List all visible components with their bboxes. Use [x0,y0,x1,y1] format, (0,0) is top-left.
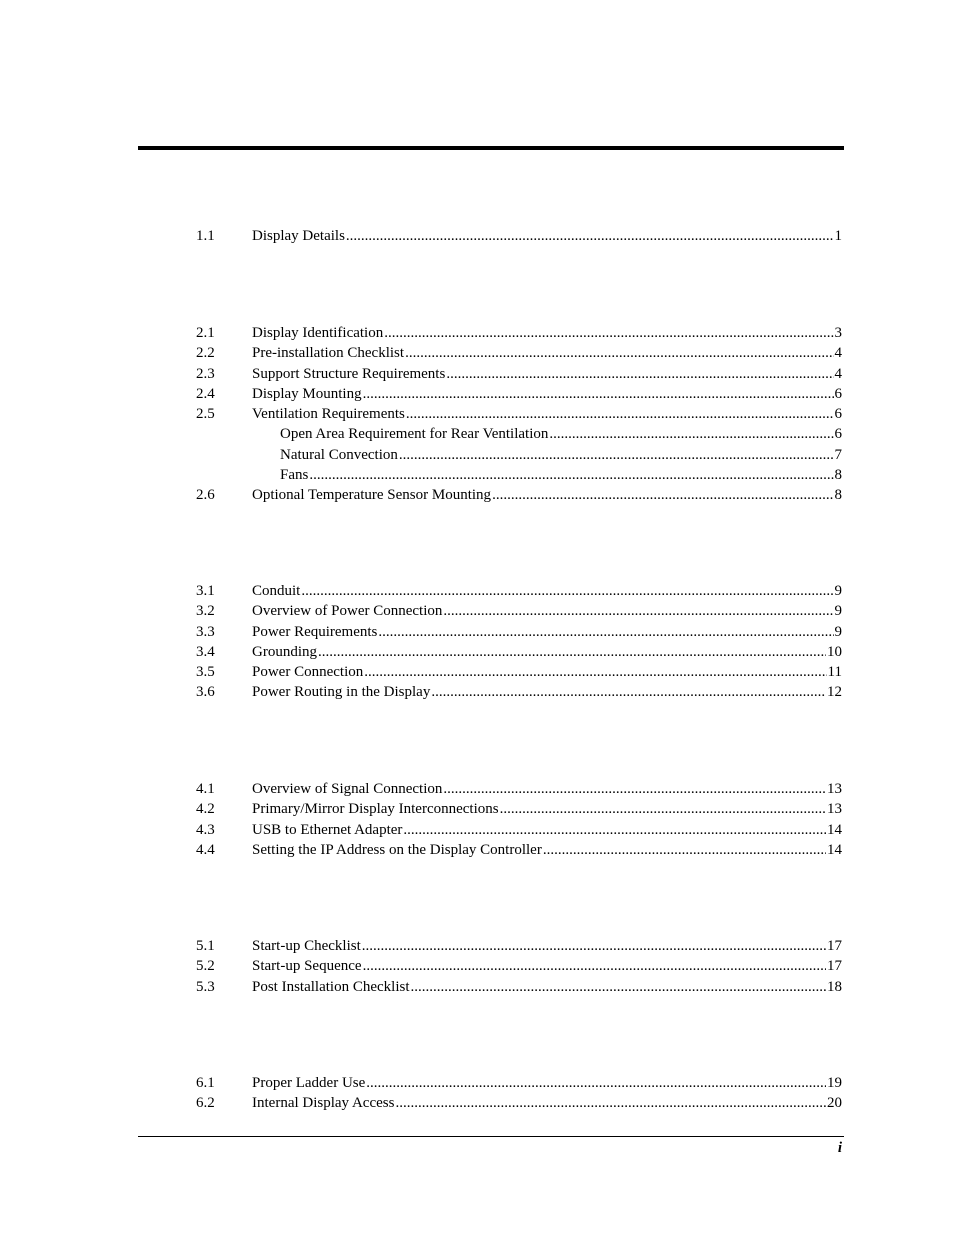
toc-entry[interactable] [196,364,842,384]
toc-entry[interactable] [196,226,842,246]
toc-entry[interactable] [196,485,842,505]
entry-number: 3.6 [196,684,215,701]
toc-entry[interactable] [196,662,842,682]
toc-entry[interactable] [196,682,842,702]
dot-leader [399,445,834,465]
dot-leader [309,465,833,485]
dot-leader [366,1073,826,1093]
entry-page-number: 14 [827,821,842,838]
toc-section [196,323,842,506]
toc-subentry[interactable] [196,424,842,444]
entry-number: 3.4 [196,643,215,660]
entry-number: 3.1 [196,583,215,599]
entry-page-number: 7 [834,446,842,463]
toc-entry[interactable] [196,1093,842,1113]
entry-number: 2.2 [196,345,215,362]
dot-leader [446,364,833,384]
toc-subentry[interactable] [196,445,842,465]
dot-leader [443,779,826,799]
entry-page-number: 11 [827,664,842,681]
dot-leader [543,840,826,860]
dot-leader [364,662,826,682]
entry-page-number: 4 [834,345,842,362]
entry-page-number: 19 [827,1075,842,1091]
entry-number: 3.5 [196,664,215,681]
entry-title: Display Details [252,228,345,244]
entry-page-number: 12 [827,684,842,701]
dot-leader [443,601,833,621]
toc-section [196,226,842,246]
toc-entry[interactable] [196,601,842,621]
entry-title: Support Structure Requirements [252,365,446,382]
entry-number: 4.4 [196,841,215,858]
entry-title: Overview of Power Connection [252,603,443,620]
entry-page-number: 1 [834,228,842,244]
entry-page-number: 4 [834,365,842,382]
entry-page-number: 14 [827,841,842,858]
dot-leader [363,384,834,404]
entry-title: Fans [280,467,309,484]
entry-page-number: 6 [834,385,842,402]
entry-number: 1.1 [196,228,215,244]
entry-number: 2.6 [196,487,215,504]
toc-entry[interactable] [196,404,842,424]
toc-entry[interactable] [196,581,842,601]
entry-number: 5.2 [196,958,215,975]
toc-entry[interactable] [196,323,842,343]
toc-entry[interactable] [196,1073,842,1093]
toc-entry[interactable] [196,642,842,662]
dot-leader [362,936,826,956]
entry-page-number: 13 [827,801,842,818]
entry-title: Open Area Requirement for Rear Ventilation [280,426,549,443]
entry-title: Conduit [252,583,301,599]
entry-page-number: 17 [827,958,842,975]
toc-subentry[interactable] [196,465,842,485]
toc-section [196,1073,842,1114]
entry-number: 2.4 [196,385,215,402]
dot-leader [346,226,834,246]
entry-title: Power Routing in the Display [252,684,431,701]
entry-title: Display Identification [252,325,384,341]
entry-title: USB to Ethernet Adapter [252,821,403,838]
toc-entry[interactable] [196,343,842,363]
dot-leader [549,424,833,444]
entry-number: 6.2 [196,1095,215,1112]
entry-title: Pre-installation Checklist [252,345,405,362]
dot-leader [378,622,833,642]
entry-page-number: 9 [834,583,842,599]
entry-page-number: 3 [834,325,842,341]
toc-entry[interactable] [196,936,842,956]
entry-title: Proper Ladder Use [252,1075,366,1091]
entry-title: Post Installation Checklist [252,978,410,995]
entry-number: 2.1 [196,325,215,341]
entry-page-number: 6 [834,406,842,423]
dot-leader [411,977,827,997]
entry-number: 2.5 [196,406,215,423]
dot-leader [403,820,826,840]
footer-rule [138,1136,844,1137]
entry-page-number: 10 [827,643,842,660]
toc-entry[interactable] [196,820,842,840]
toc-entry[interactable] [196,779,842,799]
entry-title: Display Mounting [252,385,362,402]
toc-entry[interactable] [196,384,842,404]
dot-leader [431,682,826,702]
toc-section [196,936,842,997]
entry-title: Overview of Signal Connection [252,781,443,797]
entry-number: 3.3 [196,623,215,640]
entry-page-number: 6 [834,426,842,443]
entry-page-number: 8 [834,487,842,504]
entry-title: Ventilation Requirements [252,406,405,423]
entry-number: 6.1 [196,1075,215,1091]
entry-number: 3.2 [196,603,215,620]
dot-leader [301,581,833,601]
entry-number: 5.1 [196,938,215,954]
dot-leader [363,956,826,976]
entry-title: Internal Display Access [252,1095,395,1112]
top-rule [138,146,844,150]
entry-page-number: 8 [834,467,842,484]
entry-title: Optional Temperature Sensor Mounting [252,487,492,504]
entry-page-number: 9 [834,603,842,620]
entry-title: Setting the IP Address on the Display Controller [252,841,542,858]
toc-section [196,581,842,703]
entry-page-number: 20 [827,1095,842,1112]
entry-page-number: 9 [834,623,842,640]
entry-title: Natural Convection [280,446,398,463]
entry-title: Power Connection [252,664,364,681]
entry-page-number: 17 [827,938,842,954]
entry-title: Power Requirements [252,623,378,640]
page-number: i [837,1140,842,1156]
toc-section [196,779,842,860]
dot-leader [395,1093,826,1113]
dot-leader [500,799,826,819]
toc-entry[interactable] [196,977,842,997]
entry-page-number: 13 [827,781,842,797]
dot-leader [318,642,826,662]
toc-entry[interactable] [196,622,842,642]
entry-number: 4.2 [196,801,215,818]
entry-title: Start-up Checklist [252,938,361,954]
entry-number: 2.3 [196,365,215,382]
dot-leader [492,485,833,505]
dot-leader [406,404,834,424]
entry-number: 4.3 [196,821,215,838]
dot-leader [384,323,833,343]
entry-number: 4.1 [196,781,215,797]
entry-title: Grounding [252,643,317,660]
entry-title: Start-up Sequence [252,958,362,975]
toc-entry[interactable] [196,956,842,976]
toc-entry[interactable] [196,840,842,860]
entry-number: 5.3 [196,978,215,995]
toc-entry[interactable] [196,799,842,819]
dot-leader [405,343,833,363]
entry-page-number: 18 [827,978,842,995]
entry-title: Primary/Mirror Display Interconnections [252,801,499,818]
